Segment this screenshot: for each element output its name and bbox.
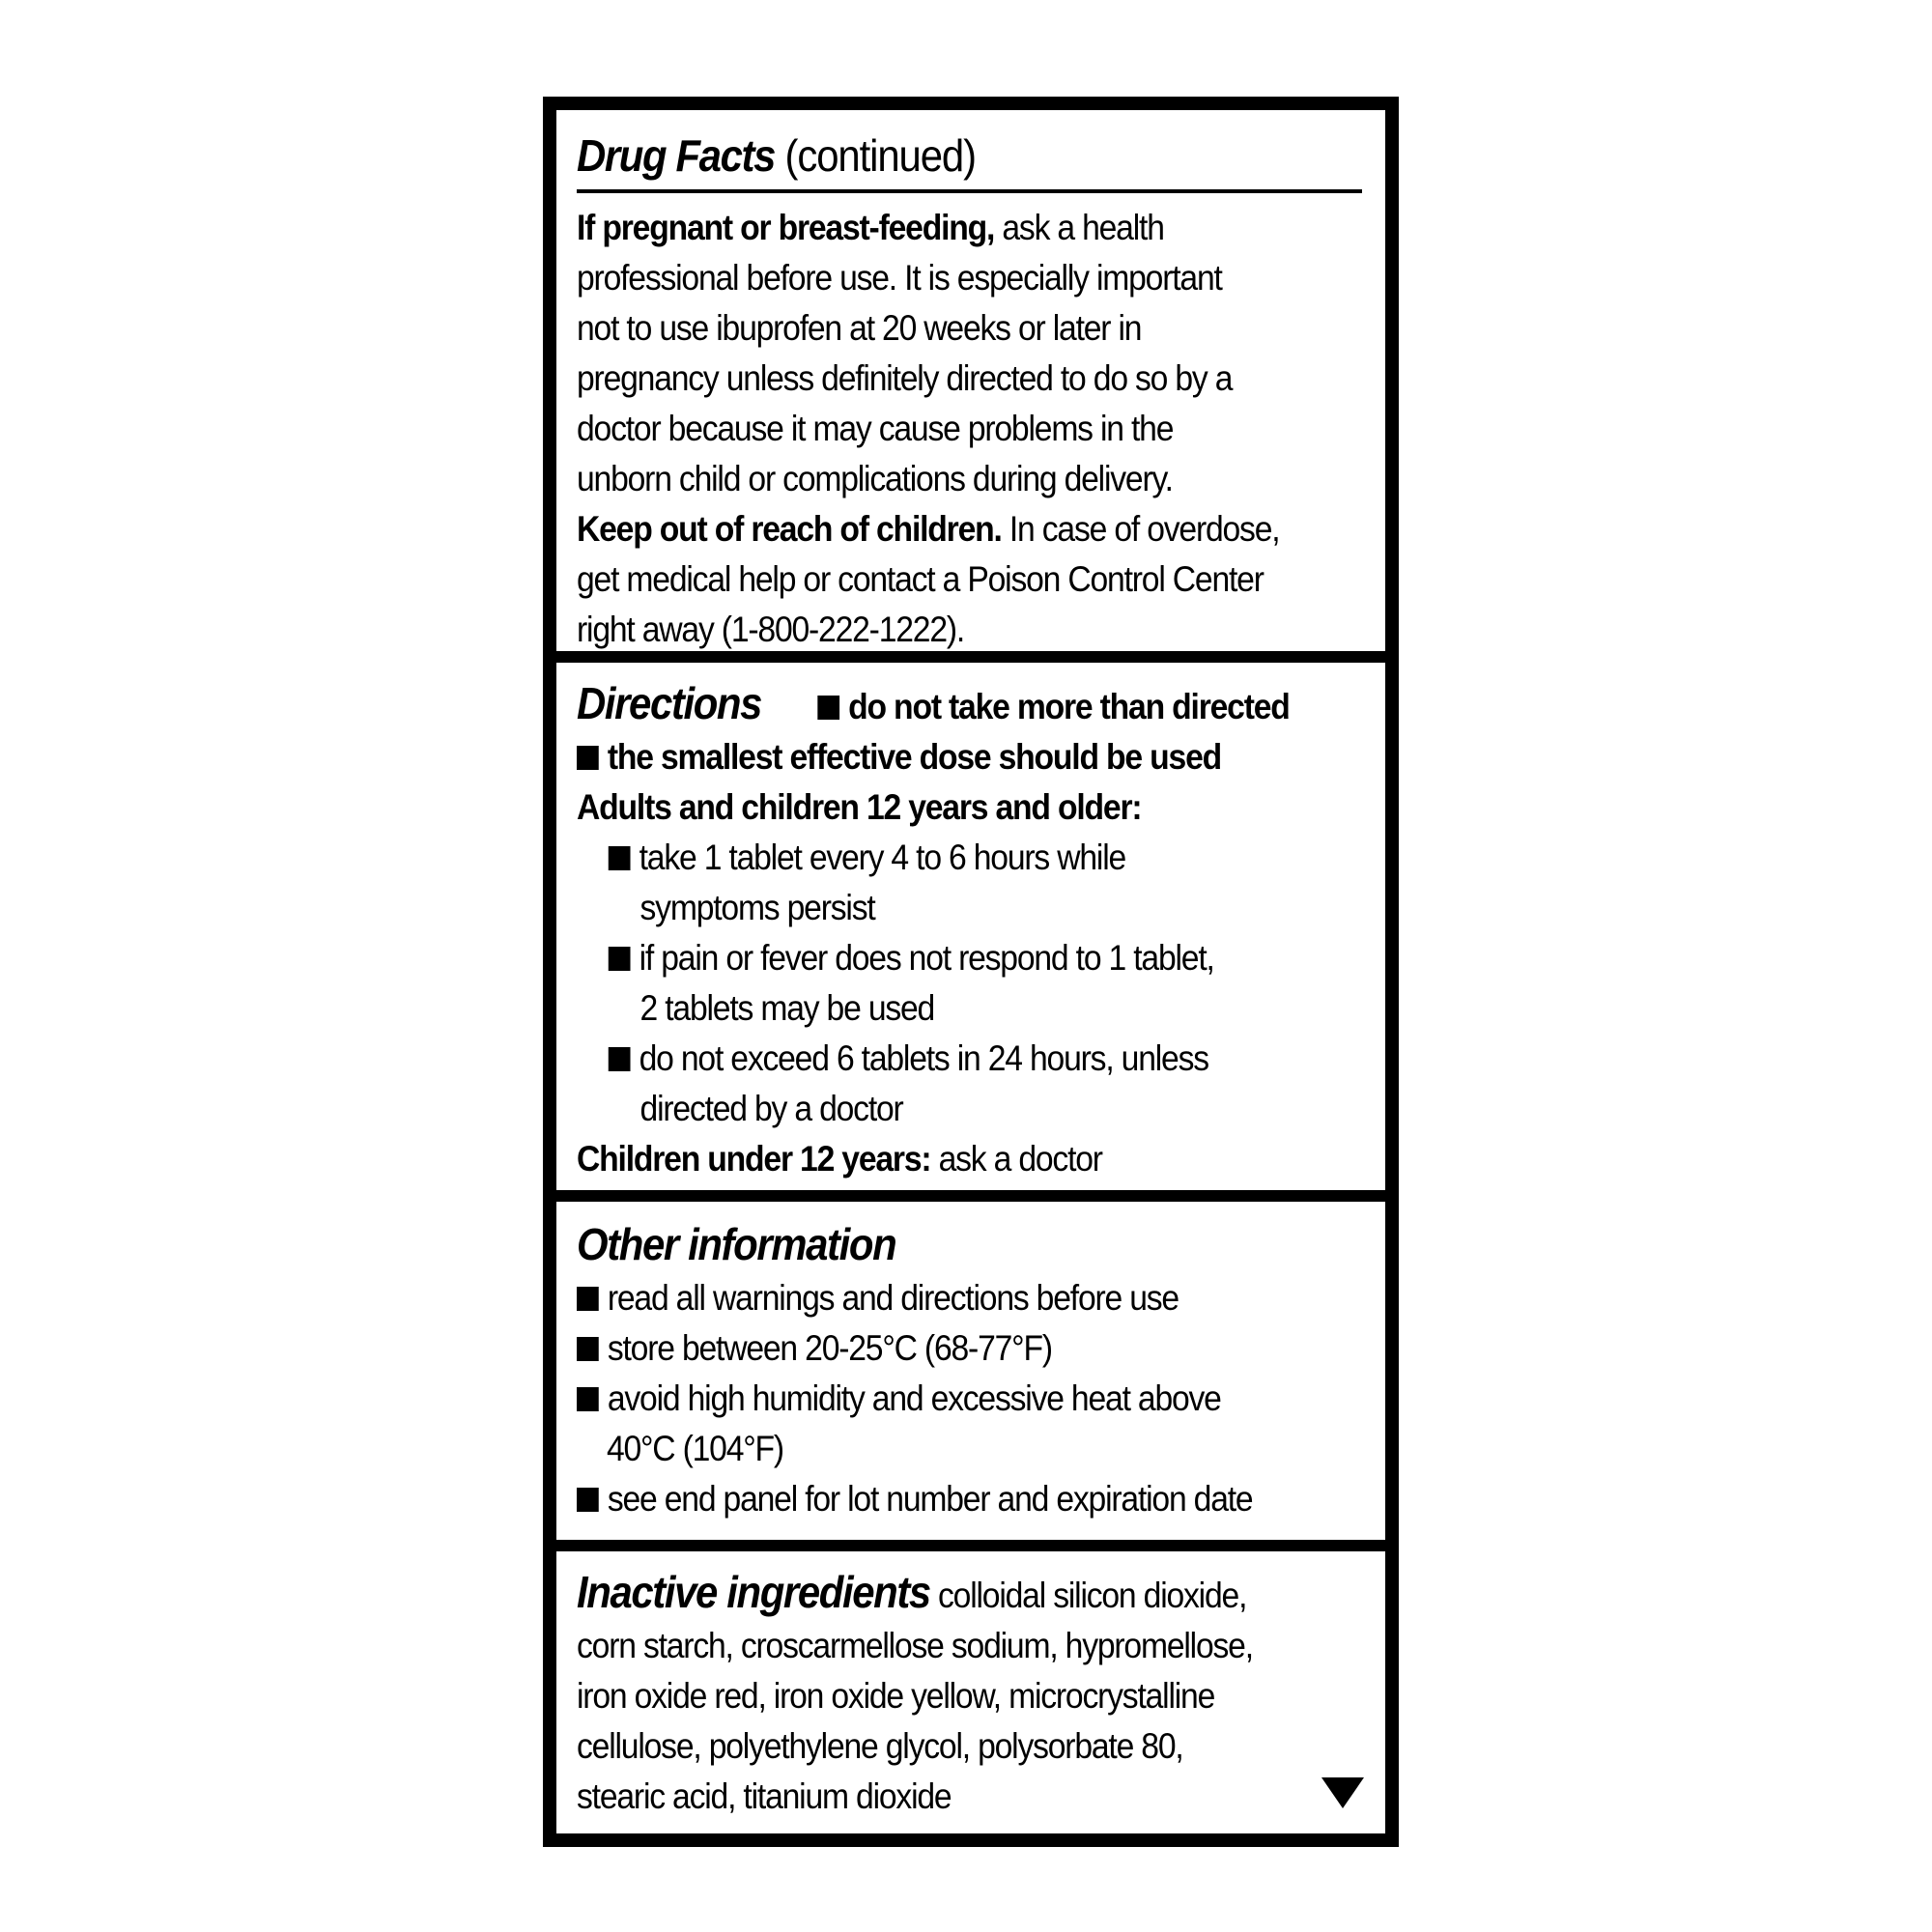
bullet-square-icon [577, 1387, 599, 1411]
other-information-text: avoid high humidity and excessive heat above [607, 1378, 1221, 1418]
other-information-continuation: 40°C (104°F) [606, 1429, 783, 1468]
pregnancy-warning-line [577, 203, 1292, 253]
keep-out-of-reach-line: get medical help or contact a Poison Control Center [577, 559, 1264, 599]
inactive-ingredients-line: corn starch, croscarmellose sodium, hypromellose, [577, 1626, 1253, 1665]
bullet-square-icon [577, 1287, 599, 1311]
pregnancy-warning-line: pregnancy unless definitely directed to do so by a [577, 358, 1233, 398]
pregnancy-warning-text: ask a health [1002, 208, 1164, 247]
inactive-ingredients-heading-row [577, 1563, 1292, 1621]
inactive-ingredients-heading: Inactive ingredients [577, 1567, 930, 1617]
bullet-square-icon [577, 1488, 599, 1512]
inactive-ingredients-line: cellulose, polyethylene glycol, polysorbate 80, [577, 1726, 1183, 1766]
bullet-square-icon [577, 746, 599, 770]
other-information-text: read all warnings and directions before use [607, 1278, 1179, 1318]
bullet-square-icon [609, 846, 631, 870]
adult-dosing-continuation: directed by a doctor [639, 1089, 903, 1128]
keep-out-of-reach-text: In case of overdose, [1009, 509, 1280, 549]
pregnancy-warning-line: professional before use. It is especially important [577, 258, 1222, 298]
inactive-ingredients-section [556, 1551, 1385, 1833]
directions-heading-row [577, 674, 1292, 732]
pregnancy-warning-lead: If pregnant or breast-feeding, [577, 208, 995, 247]
drug-facts-section [556, 110, 1385, 651]
drug-facts-title: Drug Facts [577, 130, 775, 181]
bullet-square-icon [817, 696, 839, 720]
drug-facts-panel [543, 97, 1399, 1847]
other-information-item [577, 1273, 1292, 1323]
adults-heading: Adults and children 12 years and older: [577, 787, 1142, 827]
other-information-heading-row [577, 1215, 1292, 1273]
inactive-ingredients-line: stearic acid, titanium dioxide [577, 1776, 952, 1816]
pregnancy-warning-line: doctor because it may cause problems in the [577, 409, 1174, 448]
other-information-item [577, 1474, 1292, 1524]
keep-out-of-reach-lead: Keep out of reach of children. [577, 509, 1002, 549]
adult-dosing-text: take 1 tablet every 4 to 6 hours while [639, 838, 1126, 877]
keep-out-of-reach-line [577, 504, 1292, 554]
title-divider [577, 189, 1362, 193]
other-information-section [556, 1202, 1385, 1540]
directions-bullet-text: the smallest effective dose should be used [607, 737, 1222, 777]
pregnancy-warning-line: not to use ibuprofen at 20 weeks or later in [577, 308, 1142, 348]
children-dosing-lead: Children under 12 years: [577, 1139, 931, 1179]
other-information-text: store between 20-25°C (68-77°F) [607, 1328, 1052, 1368]
other-information-item [577, 1323, 1292, 1374]
directions-bullet-text: do not take more than directed [848, 687, 1290, 726]
bullet-square-icon [577, 1337, 599, 1361]
bullet-square-icon [609, 1047, 631, 1071]
children-dosing-text: ask a doctor [938, 1139, 1102, 1179]
down-triangle-icon [1321, 1777, 1364, 1808]
directions-bullet-line [577, 732, 1292, 782]
children-dosing-line [577, 1134, 1292, 1184]
adult-dosing-item [577, 833, 1292, 883]
other-information-item [577, 1374, 1292, 1424]
drug-facts-title-row [577, 126, 1292, 185]
adult-dosing-item [577, 1034, 1292, 1084]
adult-dosing-text: do not exceed 6 tablets in 24 hours, unless [639, 1038, 1208, 1078]
keep-out-of-reach-line: right away (1-800-222-1222). [577, 610, 965, 649]
inactive-ingredients-text: colloidal silicon dioxide, [938, 1576, 1247, 1615]
other-information-heading: Other information [577, 1219, 896, 1269]
adult-dosing-continuation: symptoms persist [639, 888, 875, 927]
pregnancy-warning-line: unborn child or complications during delivery. [577, 459, 1173, 498]
inactive-ingredients-line: iron oxide red, iron oxide yellow, microcrystalline [577, 1676, 1215, 1716]
other-information-text: see end panel for lot number and expiration date [607, 1479, 1253, 1519]
adult-dosing-item [577, 933, 1292, 983]
directions-heading: Directions [577, 678, 762, 728]
drug-facts-title-suffix: (continued) [784, 130, 976, 181]
directions-section [556, 663, 1385, 1190]
adult-dosing-text: if pain or fever does not respond to 1 tablet, [639, 938, 1214, 978]
bullet-square-icon [609, 947, 631, 971]
adult-dosing-continuation: 2 tablets may be used [639, 988, 935, 1028]
